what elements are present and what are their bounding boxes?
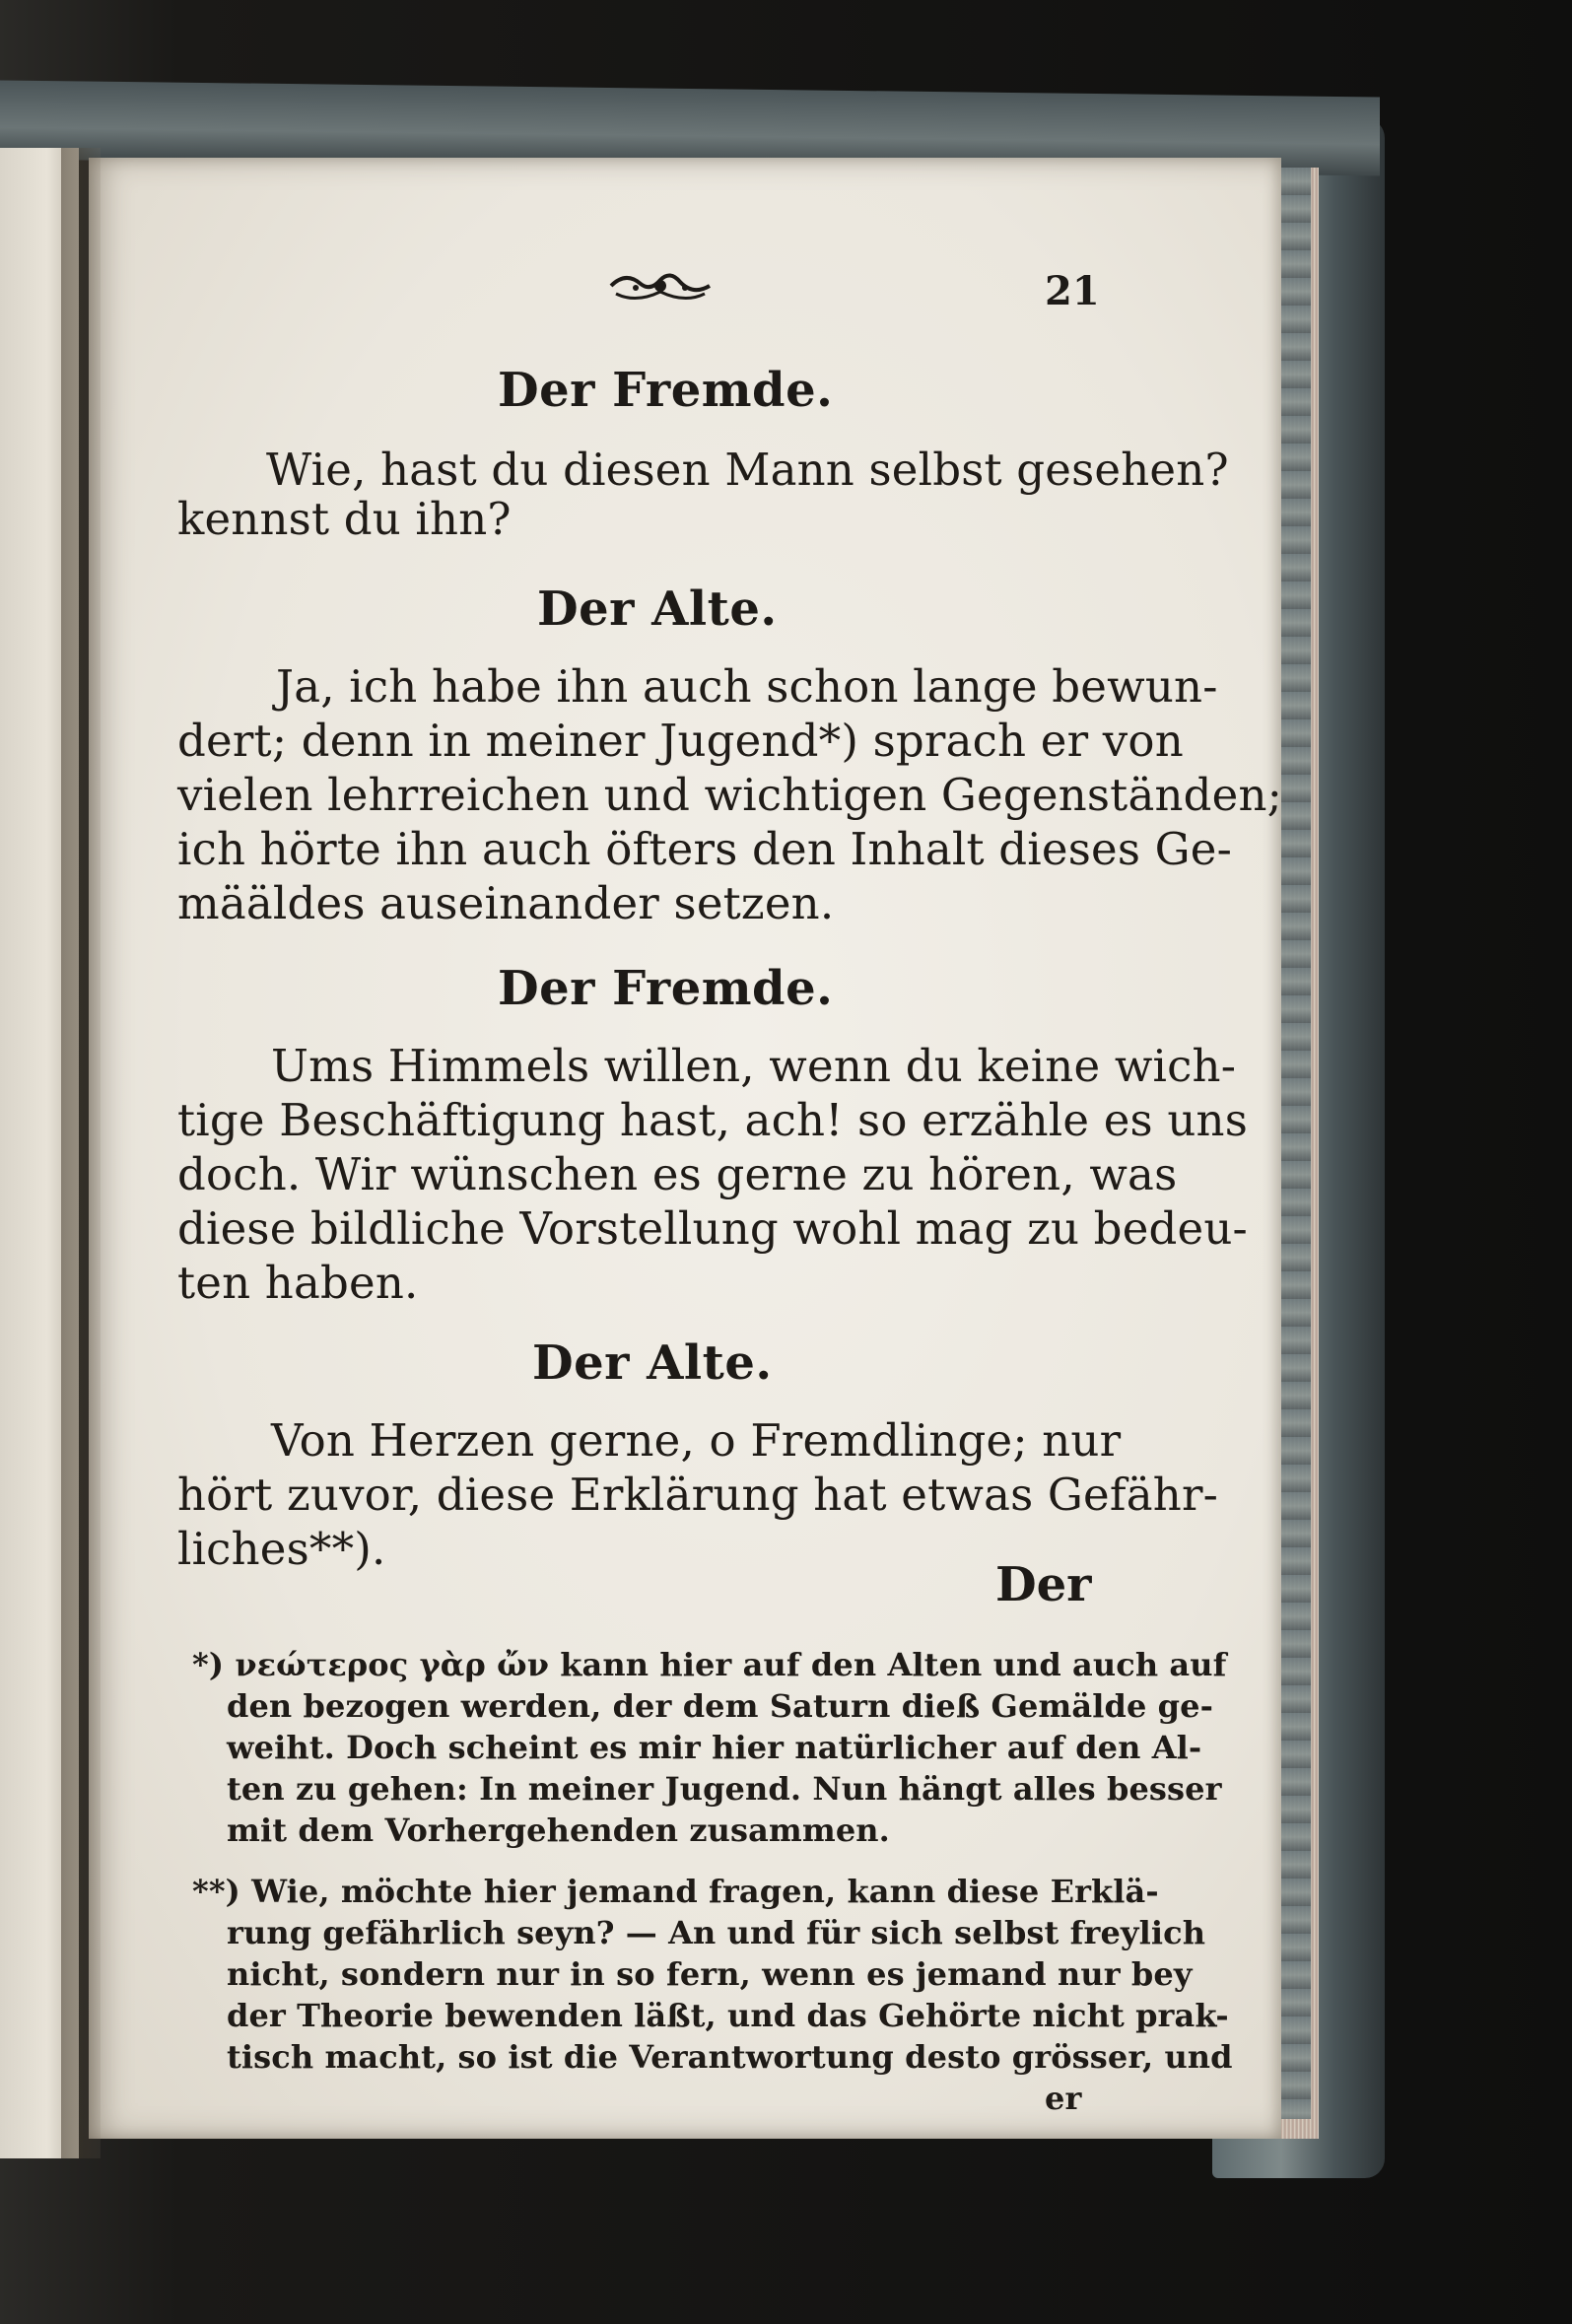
speaker-heading: Der Alte. (532, 1335, 773, 1391)
footnote-line: weiht. Doch scheint es mir hier natürlicher auf den Al- (227, 1729, 1202, 1766)
page-number: 21 (1045, 268, 1100, 314)
speaker-heading: Der Alte. (537, 581, 778, 637)
book-cover-edge (1281, 168, 1311, 2119)
text-line: vielen lehrreichen und wichtigen Gegenständen; (177, 769, 1283, 821)
footnote-line: den bezogen werden, der dem Saturn dieß Gemälde ge- (227, 1687, 1213, 1725)
text-line: doch. Wir wünschen es gerne zu hören, was (177, 1148, 1178, 1200)
page-gutter-shadow (61, 148, 101, 2158)
printers-ornament-icon (606, 266, 715, 306)
footnote-line: tisch macht, so ist die Verantwortung desto grösser, und (227, 2038, 1233, 2076)
text-line: kennst du ihn? (177, 493, 512, 545)
text-line: dert; denn in meiner Jugend*) sprach er von (177, 715, 1184, 767)
text-line: ten haben. (177, 1257, 419, 1309)
text-line: Ums Himmels willen, wenn du keine wich- (271, 1040, 1237, 1092)
text-line: määldes auseinander setzen. (177, 877, 835, 929)
footnote-line: mit dem Vorhergehenden zusammen. (227, 1811, 890, 1849)
footnote-line: der Theorie bewenden läßt, und das Gehörte nicht prak- (227, 1997, 1229, 2034)
text-line: Wie, hast du diesen Mann selbst gesehen? (266, 444, 1229, 496)
footnote-line: *) νεώτερος γὰρ ὤν kann hier auf den Alten und auch auf (192, 1646, 1227, 1683)
text-line: Ja, ich habe ihn auch schon lange bewun- (276, 660, 1218, 713)
speaker-heading: Der Fremde. (498, 363, 834, 418)
text-line: hört zuvor, diese Erklärung hat etwas Gefähr- (177, 1469, 1219, 1521)
text-line: diese bildliche Vorstellung wohl mag zu bedeu- (177, 1202, 1248, 1255)
footnote-line: **) Wie, möchte hier jemand fragen, kann diese Erklä- (192, 1873, 1159, 1910)
text-line: tige Beschäftigung hast, ach! so erzähle es uns (177, 1094, 1248, 1146)
catchword: Der (995, 1557, 1092, 1612)
text-line: ich hörte ihn auch öfters den Inhalt dieses Ge- (177, 823, 1233, 875)
footnote-line: ten zu gehen: In meiner Jugend. Nun hängt alles besser (227, 1770, 1222, 1808)
text-line: Von Herzen gerne, o Fremdlinge; nur (271, 1414, 1122, 1467)
footnote-line: rung gefährlich seyn? — An und für sich selbst freylich (227, 1914, 1206, 1951)
footnote-catchword: er (1045, 2080, 1082, 2117)
text-line: liches**). (177, 1523, 386, 1575)
footnote-line: nicht, sondern nur in so fern, wenn es jemand nur bey (227, 1955, 1193, 1993)
speaker-heading: Der Fremde. (498, 961, 834, 1016)
